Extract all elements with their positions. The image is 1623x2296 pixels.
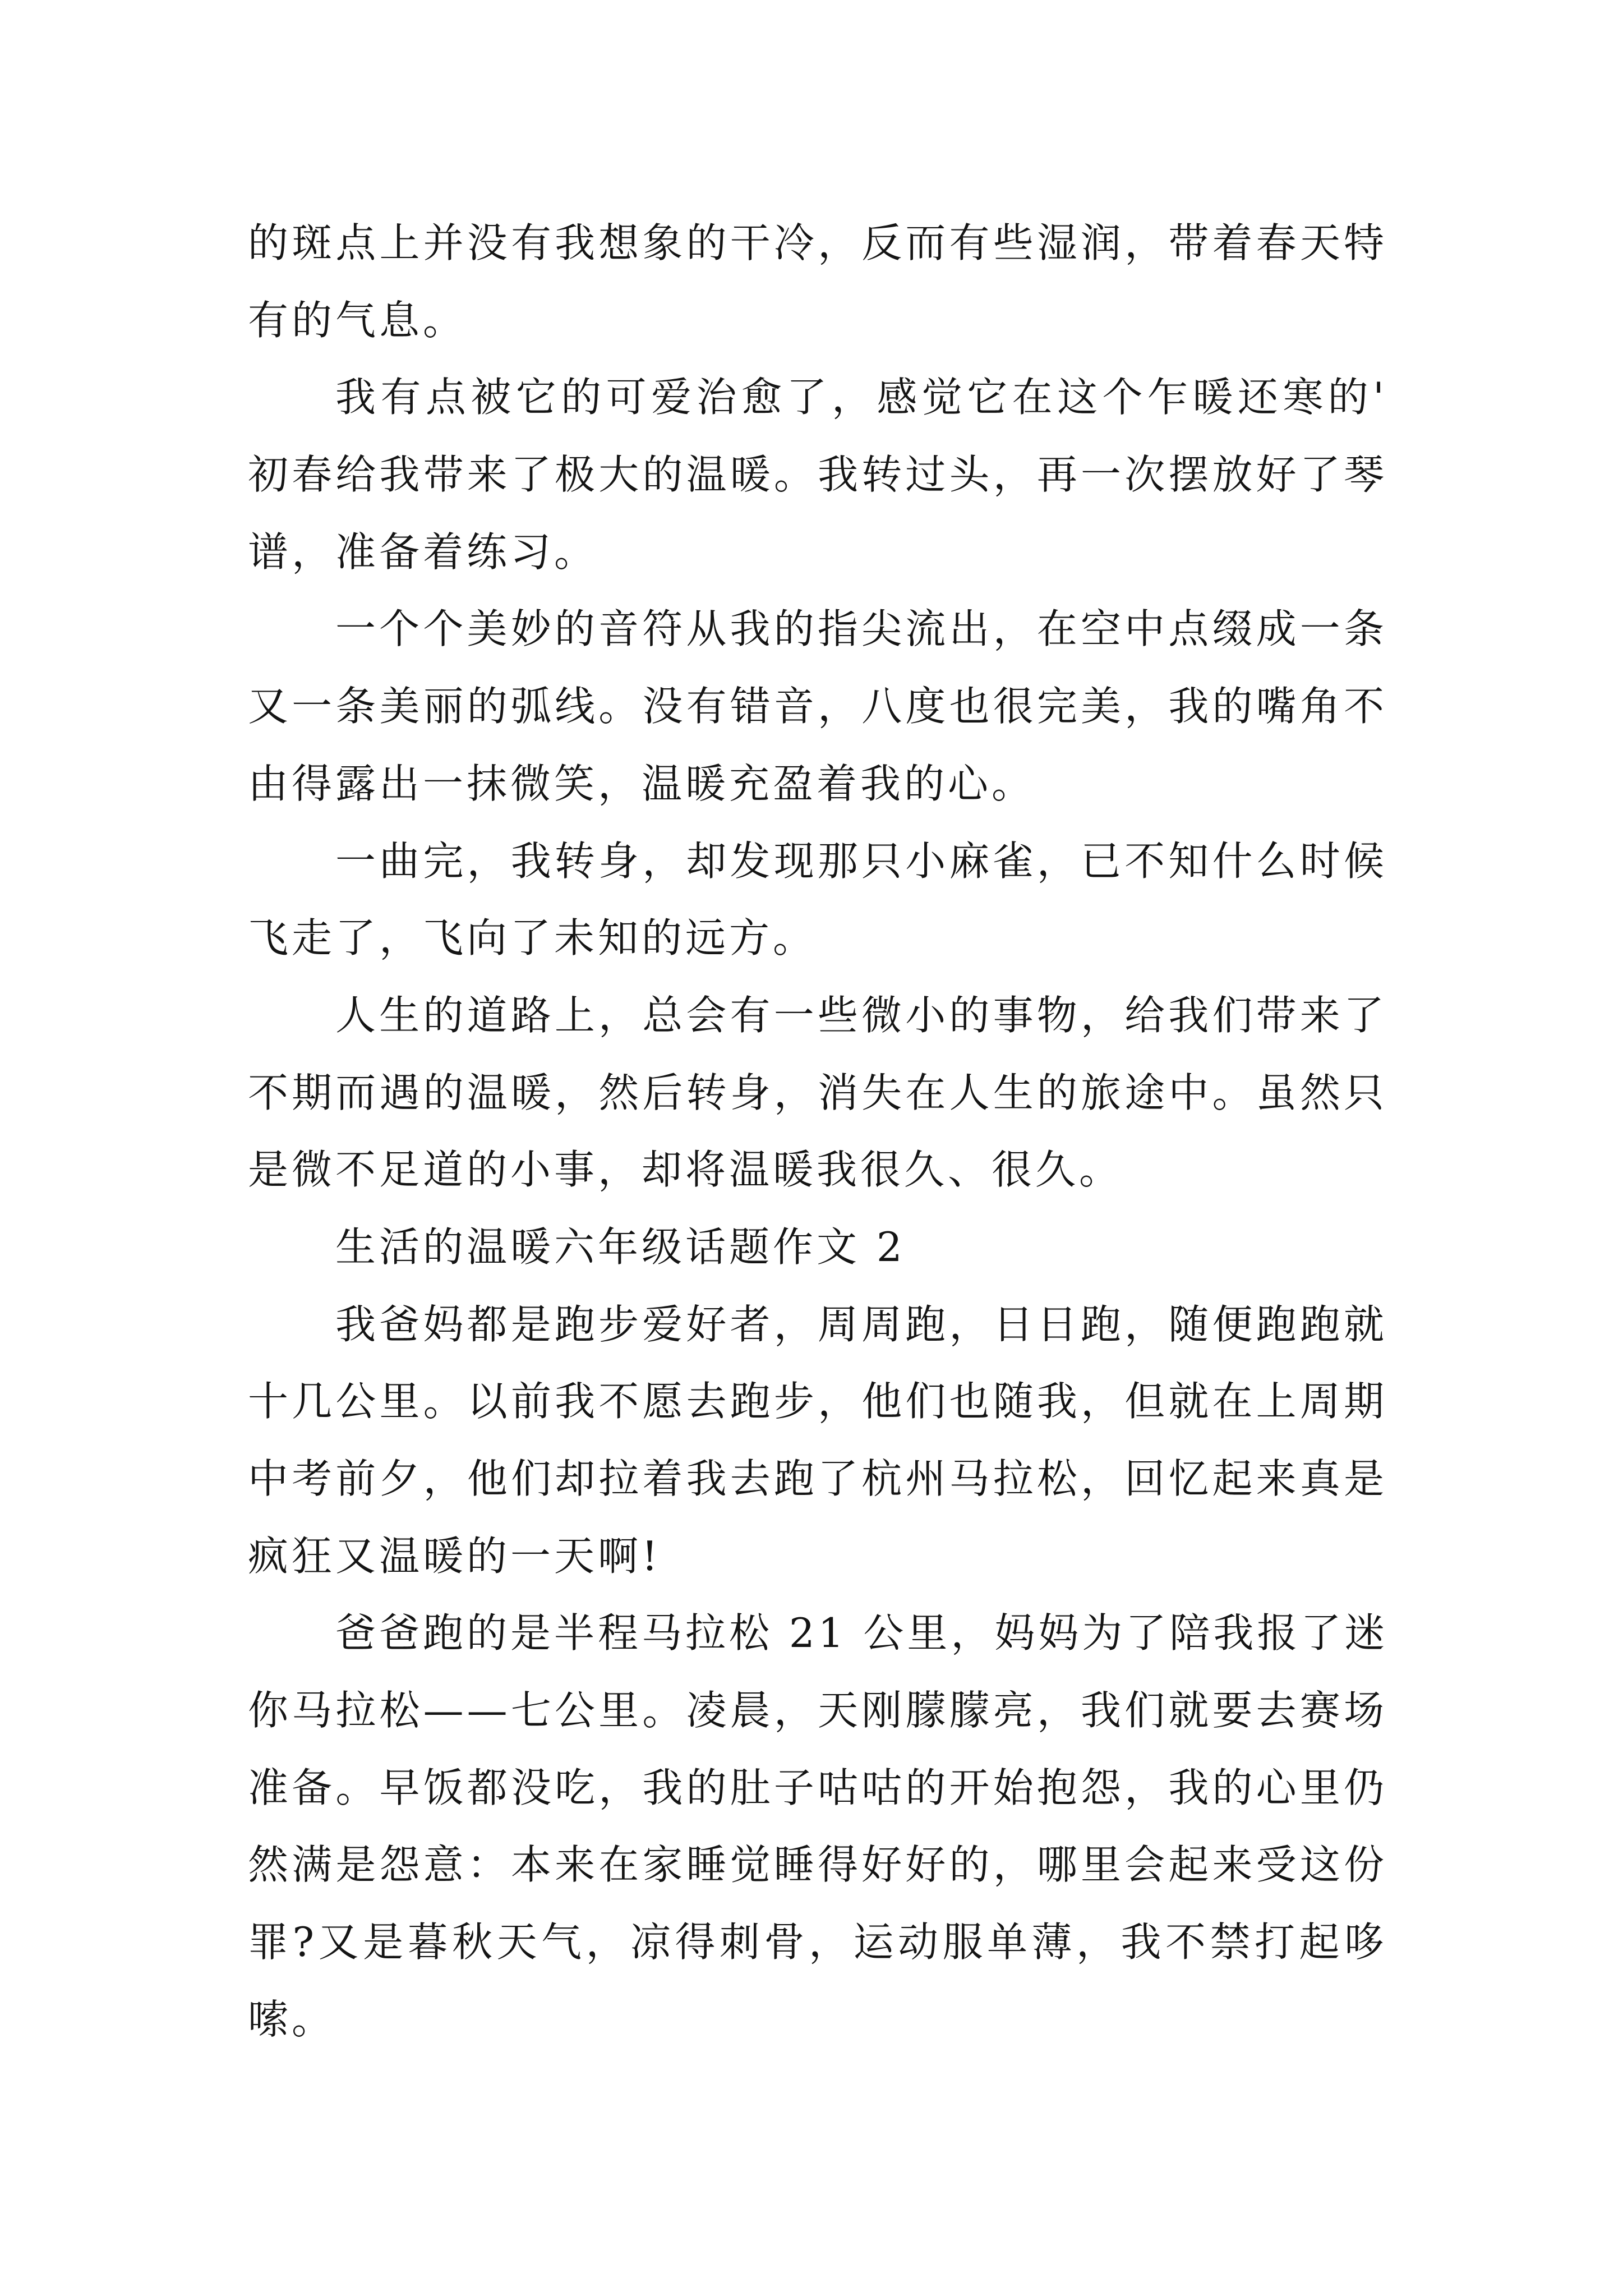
paragraph bbox=[248, 591, 1387, 822]
paragraph bbox=[248, 977, 1387, 1209]
paragraph bbox=[248, 205, 1387, 359]
paragraph-line: 你马拉松——七公里。凌晨，天刚朦朦亮，我们就要去赛场 bbox=[248, 1687, 1387, 1734]
paragraph-line: 有的气息。 bbox=[248, 296, 467, 344]
paragraph-line: 人生的道路上，总会有一些微小的事物，给我们带来了 bbox=[335, 991, 1387, 1039]
paragraph-line: 中考前夕，他们却拉着我去跑了杭州马拉松，回忆起来真是 bbox=[248, 1455, 1387, 1502]
paragraph-line: 然满是怨意：本来在家睡觉睡得好好的，哪里会起来受这份 bbox=[248, 1841, 1387, 1889]
paragraph bbox=[248, 1595, 1387, 2058]
paragraph bbox=[248, 359, 1387, 591]
paragraph-line: 十几公里。以前我不愿去跑步，他们也随我，但就在上周期 bbox=[248, 1378, 1387, 1425]
paragraph-line: 不期而遇的温暖，然后转身，消失在人生的旅途中。虽然只 bbox=[248, 1069, 1387, 1116]
paragraph-line: 由得露出一抹微笑，温暖充盈着我的心。 bbox=[248, 760, 1036, 807]
paragraph-line: 飞走了，飞向了未知的远方。 bbox=[248, 914, 817, 962]
paragraph-line: 嗦。 bbox=[248, 1995, 336, 2043]
paragraph-line: 爸爸跑的是半程马拉松 21 公里，妈妈为了陪我报了迷 bbox=[335, 1609, 1389, 1657]
paragraph-line: 的斑点上并没有我想象的干冷，反而有些湿润，带着春天特 bbox=[248, 219, 1387, 266]
paragraph-line: 我爸妈都是跑步爱好者，周周跑，日日跑，随便跑跑就 bbox=[335, 1300, 1387, 1348]
paragraph-line: 又一条美丽的弧线。没有错音，八度也很完美，我的嘴角不 bbox=[248, 683, 1387, 730]
paragraph-line: 准备。早饭都没吃，我的肚子咕咕的开始抱怨，我的心里仍 bbox=[248, 1764, 1387, 1811]
paragraph-line: 罪?又是暮秋天气，凉得刺骨，运动服单薄，我不禁打起哆 bbox=[248, 1918, 1387, 1966]
paragraph bbox=[248, 1286, 1387, 1595]
essay-title bbox=[248, 1209, 1387, 1286]
paragraph-line: 一个个美妙的音符从我的指尖流出，在空中点缀成一条 bbox=[335, 605, 1387, 653]
paragraph-line: 初春给我带来了极大的温暖。我转过头，再一次摆放好了琴 bbox=[248, 451, 1387, 499]
paragraph-line: 一曲完，我转身，却发现那只小麻雀，已不知什么时候 bbox=[335, 837, 1387, 885]
paragraph-line: 是微不足道的小事，却将温暖我很久、很久。 bbox=[248, 1146, 1123, 1194]
paragraph-line: 疯狂又温暖的一天啊! bbox=[248, 1532, 661, 1580]
document-body bbox=[248, 205, 1387, 2059]
paragraph-line: 谱，准备着练习。 bbox=[248, 528, 598, 576]
essay-title-text: 生活的温暖六年级话题作文 2 bbox=[335, 1223, 906, 1271]
paragraph bbox=[248, 823, 1387, 977]
paragraph-line: 我有点被它的可爱治愈了，感觉它在这个乍暖还寒的' bbox=[335, 374, 1387, 421]
